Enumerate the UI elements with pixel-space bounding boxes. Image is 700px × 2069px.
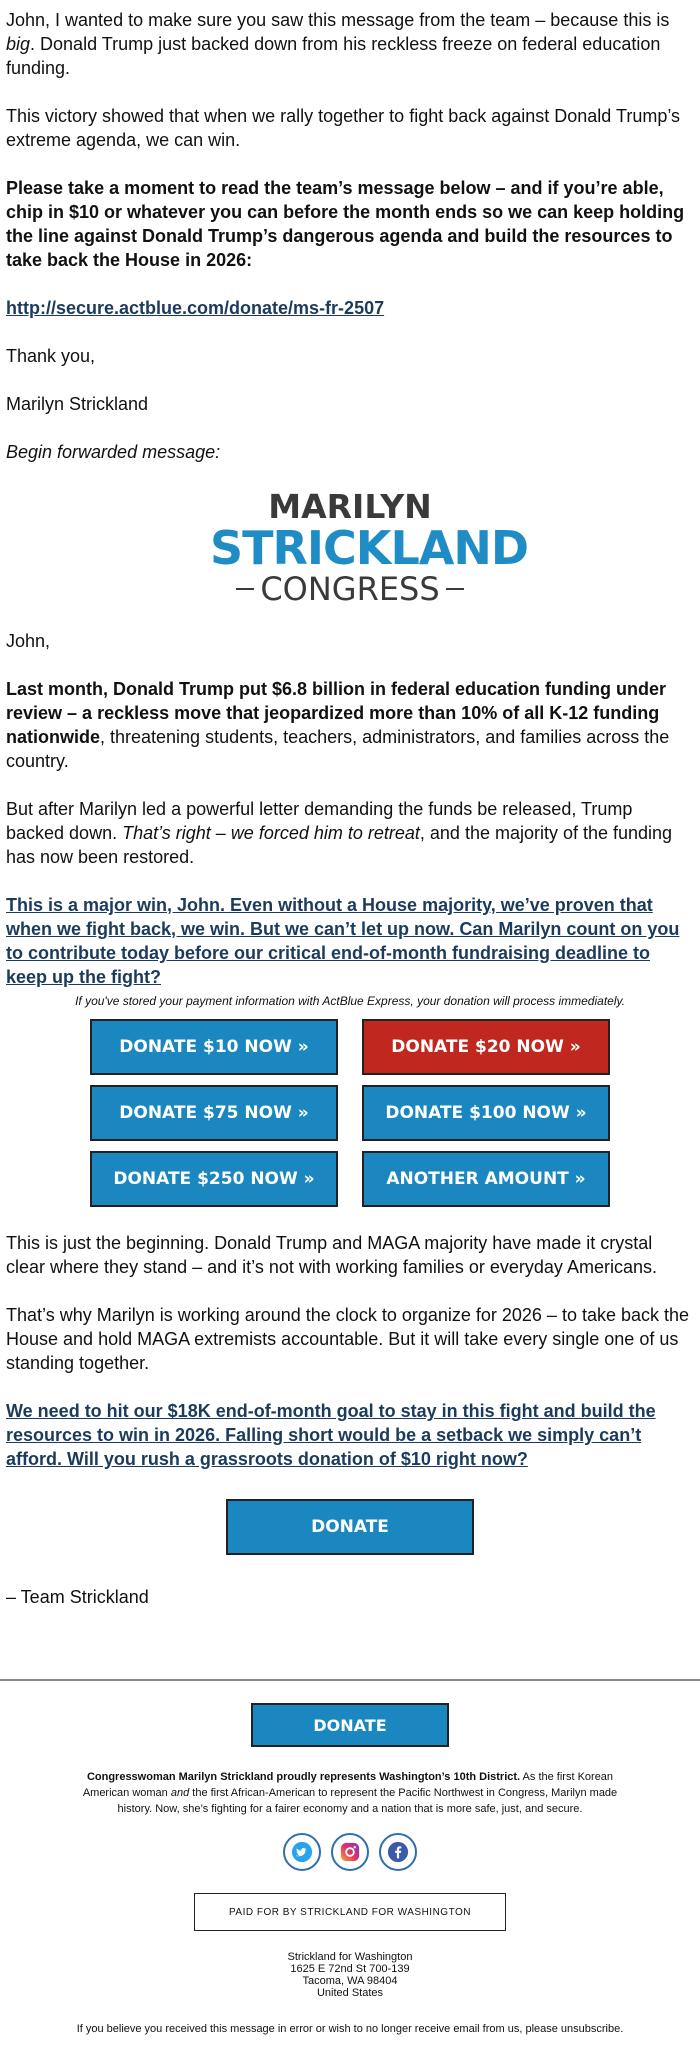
cta-link-18k-goal[interactable]: We need to hit our $18K end-of-month goal to stay in this fight and build the resources to win in 2026. Falling short would be a setback we simply can’t afford. Will you rush a grassroots donation of $10 right now?: [6, 1401, 656, 1469]
twitter-icon[interactable]: [283, 1833, 321, 1871]
paid-for-disclaimer: PAID FOR BY STRICKLAND FOR WASHINGTON: [194, 1893, 506, 1931]
campaign-logo: [210, 487, 529, 608]
donate-100-button[interactable]: DONATE $100 NOW »: [362, 1085, 610, 1141]
intro-paragraph-1: John, I wanted to make sure you saw this message from the team – because this is big. Donald Trump just backed down from his reckless freeze on federal education funding.: [6, 10, 670, 78]
donate-url-link[interactable]: http://secure.actblue.com/donate/ms-fr-2507: [6, 298, 385, 318]
cta-link-major-win[interactable]: This is a major win, John. Even without a House majority, we’ve proven that when we fight back, we win. But we can’t let up now. Can Marilyn count on you to contribute today before our critical end-of-month fundraising deadline to keep up the fight?: [6, 895, 680, 987]
forwarded-label: Begin forwarded message:: [6, 442, 221, 462]
signature: Marilyn Strickland: [6, 394, 149, 414]
logo-dash-left: [236, 588, 254, 590]
footer-donate-button[interactable]: DONATE: [251, 1703, 449, 1747]
logo-dash-right: [446, 588, 464, 590]
intro-paragraph-2: This victory showed that when we rally together to fight back against Donald Trump’s extreme agenda, we can win.: [6, 106, 681, 150]
donate-10-button[interactable]: DONATE $10 NOW »: [90, 1019, 338, 1075]
facebook-icon[interactable]: [379, 1833, 417, 1871]
team-signoff: – Team Strickland: [6, 1587, 149, 1607]
actblue-express-note: If you've stored your payment information with ActBlue Express, your donation will process immediately.: [75, 994, 625, 1008]
body-paragraph-2: But after Marilyn led a powerful letter demanding the funds be released, Trump backed down. That’s right – we forced him to retreat, and the majority of the funding has now been restored.: [6, 799, 673, 867]
mailing-address: Strickland for Washington 1625 E 72nd St 700-139 Tacoma, WA 98404 United States: [287, 1951, 413, 1999]
body-paragraph-1: Last month, Donald Trump put $6.8 billion in federal education funding under review – a reckless move that jeopardized more than 10% of all K-12 funding nationwide, threatening students, teachers, administrators, and families across the country.: [6, 679, 670, 771]
body-greeting: John,: [6, 631, 51, 651]
social-links: [0, 1833, 700, 1871]
footer-divider: [0, 1679, 700, 1681]
emphasis-big: big: [6, 34, 31, 54]
logo-line-marilyn: MARILYN: [268, 487, 432, 526]
another-amount-button[interactable]: ANOTHER AMOUNT »: [362, 1151, 610, 1207]
about-blurb: Congresswoman Marilyn Strickland proudly represents Washington’s 10th District. As the first Korean American woman and the first African-American to represent the Pacific Northwest in Congress, Marilyn made history. Now, she’s fighting for a fairer economy and a nation that is more safe, just, and secure.: [82, 1771, 618, 1815]
body-paragraph-3: This is just the beginning. Donald Trump and MAGA majority have made it crystal clear where they stand – and it’s not with working families or everyday Americans.: [6, 1233, 657, 1277]
body-paragraph-4: That’s why Marilyn is working around the clock to organize for 2026 – to take back the House and hold MAGA extremists accountable. But it will take every single one of us standing together.: [6, 1305, 690, 1373]
instagram-icon[interactable]: [331, 1833, 369, 1871]
logo-line-congress: CONGRESS: [260, 570, 440, 608]
logo-line-congress-row: [210, 570, 490, 608]
unsubscribe-notice[interactable]: If you believe you received this message in error or wish to no longer receive email from us, please unsubscribe.: [76, 2023, 624, 2035]
donation-button-grid: [90, 1019, 610, 1207]
logo-line-strickland: STRICKLAND: [210, 521, 529, 575]
donate-75-button[interactable]: DONATE $75 NOW »: [90, 1085, 338, 1141]
donate-250-button[interactable]: DONATE $250 NOW »: [90, 1151, 338, 1207]
intro-appeal: Please take a moment to read the team’s message below – and if you’re able, chip in $10 or whatever you can before the month ends so we can keep holding the line against Donald Trump’s dangerous agenda and build the resources to take back the House in 2026:: [6, 178, 685, 270]
email-footer: [0, 1703, 700, 2035]
donate-button[interactable]: DONATE: [226, 1499, 474, 1555]
thanks-line: Thank you,: [6, 346, 96, 366]
donate-20-button[interactable]: DONATE $20 NOW »: [362, 1019, 610, 1075]
